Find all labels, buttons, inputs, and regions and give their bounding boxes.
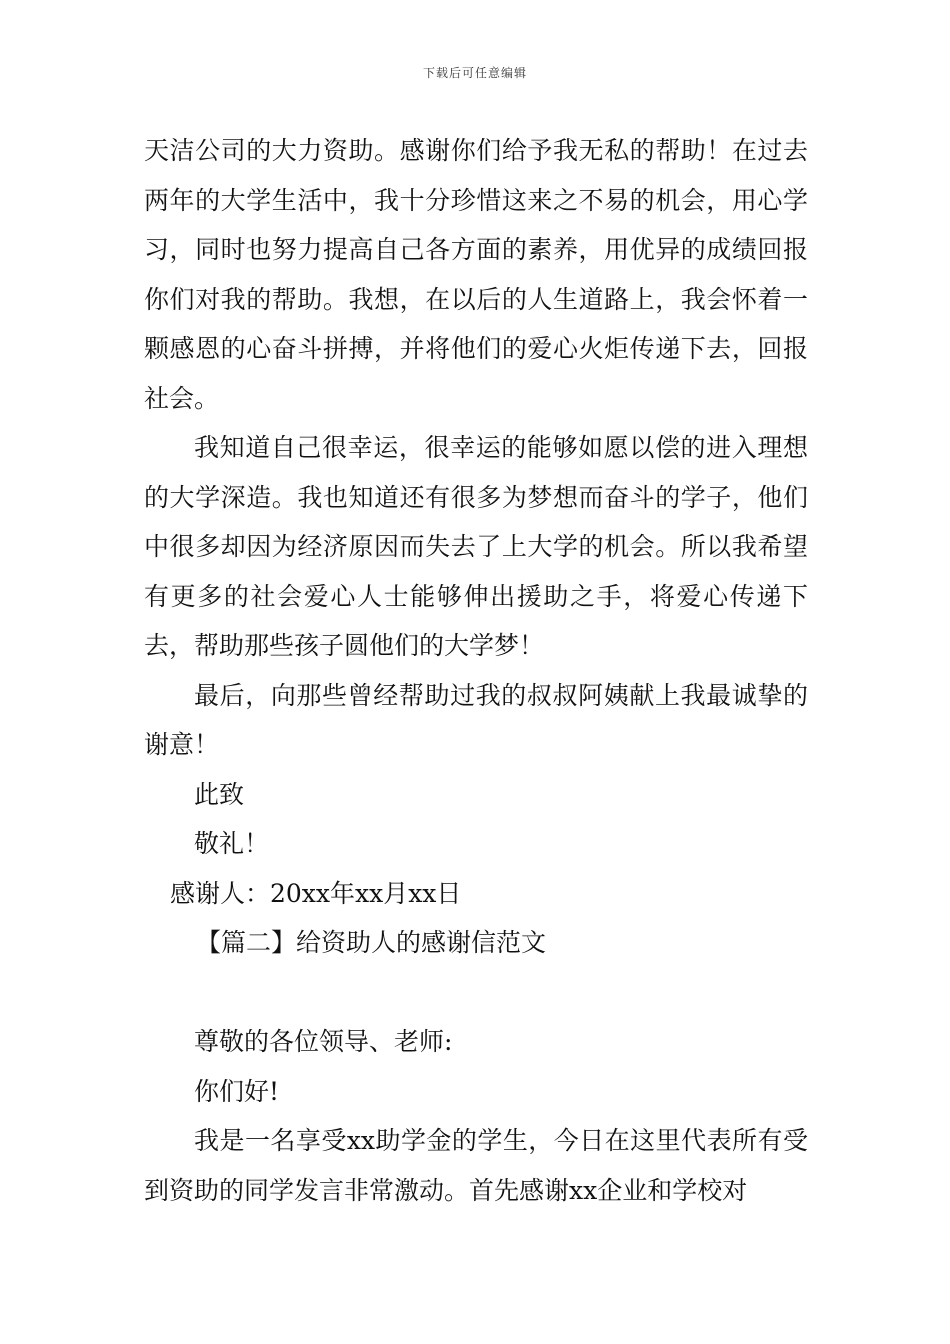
document-body xyxy=(144,126,808,1215)
letter1-paragraph-1: 天洁公司的大力资助。感谢你们给予我无私的帮助！在过去两年的大学生活中，我十分珍惜这来之不易的机会，用心学习，同时也努力提高自己各方面的素养，用优异的成绩回报你们对我的帮助。我想，在以后的人生道路上，我会怀着一颗感恩的心奋斗拼搏，并将他们的爱心火炬传递下去，回报社会。 xyxy=(144,136,808,413)
letter1-closing-2: 敬礼！ xyxy=(194,829,270,858)
letter1-paragraph-3: 最后，向那些曾经帮助过我的叔叔阿姨献上我最诚挚的谢意！ xyxy=(144,680,808,759)
section2-paragraph-1: 我是一名享受xx助学金的学生，今日在这里代表所有受到资助的同学发言非常激动。首先感谢xx企业和学校对 xyxy=(144,1126,808,1205)
page-header: 下载后可任意编辑 xyxy=(422,66,527,80)
letter1-closing-1: 此致 xyxy=(194,779,245,809)
section2-salutation: 尊敬的各位领导、老师: xyxy=(194,1027,453,1056)
letter1-signature: 感谢人：20xx年xx月xx日 xyxy=(170,878,462,908)
section2-title: 【篇二】给资助人的感谢信范文 xyxy=(196,928,547,957)
letter1-paragraph-2: 我知道自己很幸运，很幸运的能够如愿以偿的进入理想的大学深造。我也知道还有很多为梦想而奋斗的学子，他们中很多却因为经济原因而失去了上大学的机会。所以我希望有更多的社会爱心人士能够伸出援助之手，将爱心传递下去，帮助那些孩子圆他们的大学梦！ xyxy=(144,433,808,660)
section2-greeting: 你们好! xyxy=(194,1076,280,1106)
